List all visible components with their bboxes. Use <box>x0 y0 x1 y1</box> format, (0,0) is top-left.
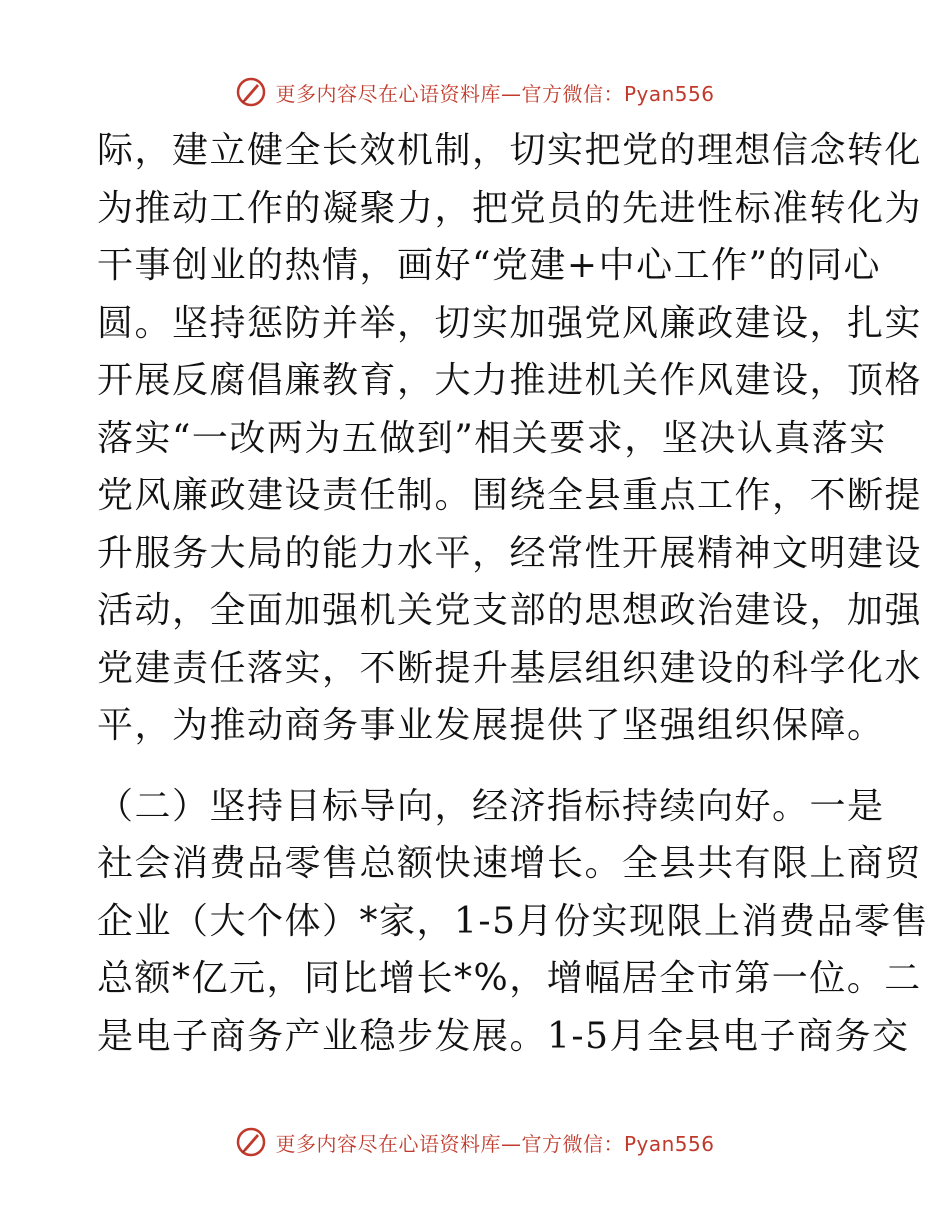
text-line: 是电子商务产业稳步发展。1-5月全县电子商务交 <box>97 1015 910 1057</box>
text-line: 为推动工作的凝聚力，把党员的先进性标准转化为 <box>97 187 923 229</box>
text-line: 平，为推动商务事业发展提供了坚强组织保障。 <box>97 705 885 746</box>
text-line: 党风廉政建设责任制。围绕全县重点工作，不断提 <box>97 475 923 516</box>
text-line: 社会消费品零售总额快速增长。全县共有限上商贸 <box>97 843 923 884</box>
text-line: 升服务大局的能力水平，经常性开展精神文明建设 <box>97 532 923 574</box>
text-line: 党建责任落实，不断提升基层组织建设的科学化水 <box>97 647 923 689</box>
footer-watermark <box>0 1122 950 1162</box>
text-line: 活动，全面加强机关党支部的思想政治建设，加强 <box>97 590 923 631</box>
text-line: 干事创业的热情，画好“党建+中心工作”的同心 <box>97 245 881 286</box>
text-line: 企业（大个体）*家，1-5月份实现限上消费品零售 <box>97 900 929 942</box>
header-watermark <box>0 72 950 112</box>
quill-pen-logo-icon <box>235 76 267 108</box>
text-line: 际，建立健全长效机制，切实把党的理想信念转化 <box>97 130 923 171</box>
watermark-text: 更多内容尽在心语资料库—官方微信：Pyan556 <box>275 1131 715 1156</box>
text-line: 落实“一改两为五做到”相关要求，坚决认真落实 <box>97 417 887 459</box>
text-line: （二）坚持目标导向，经济指标持续向好。一是 <box>97 785 885 827</box>
text-line: 圆。坚持惩防并举，切实加强党风廉政建设，扎实 <box>97 302 923 344</box>
document-body <box>97 122 929 1065</box>
paragraph-spacer <box>97 755 857 778</box>
paragraph-1 <box>97 122 923 755</box>
watermark-text: 更多内容尽在心语资料库—官方微信：Pyan556 <box>275 81 715 106</box>
text-line: 总额*亿元，同比增长*%，增幅居全市第一位。二 <box>97 958 922 999</box>
paragraph-2 <box>97 778 929 1066</box>
quill-pen-logo-icon <box>235 1126 267 1158</box>
text-line: 开展反腐倡廉教育，大力推进机关作风建设，顶格 <box>97 360 923 401</box>
